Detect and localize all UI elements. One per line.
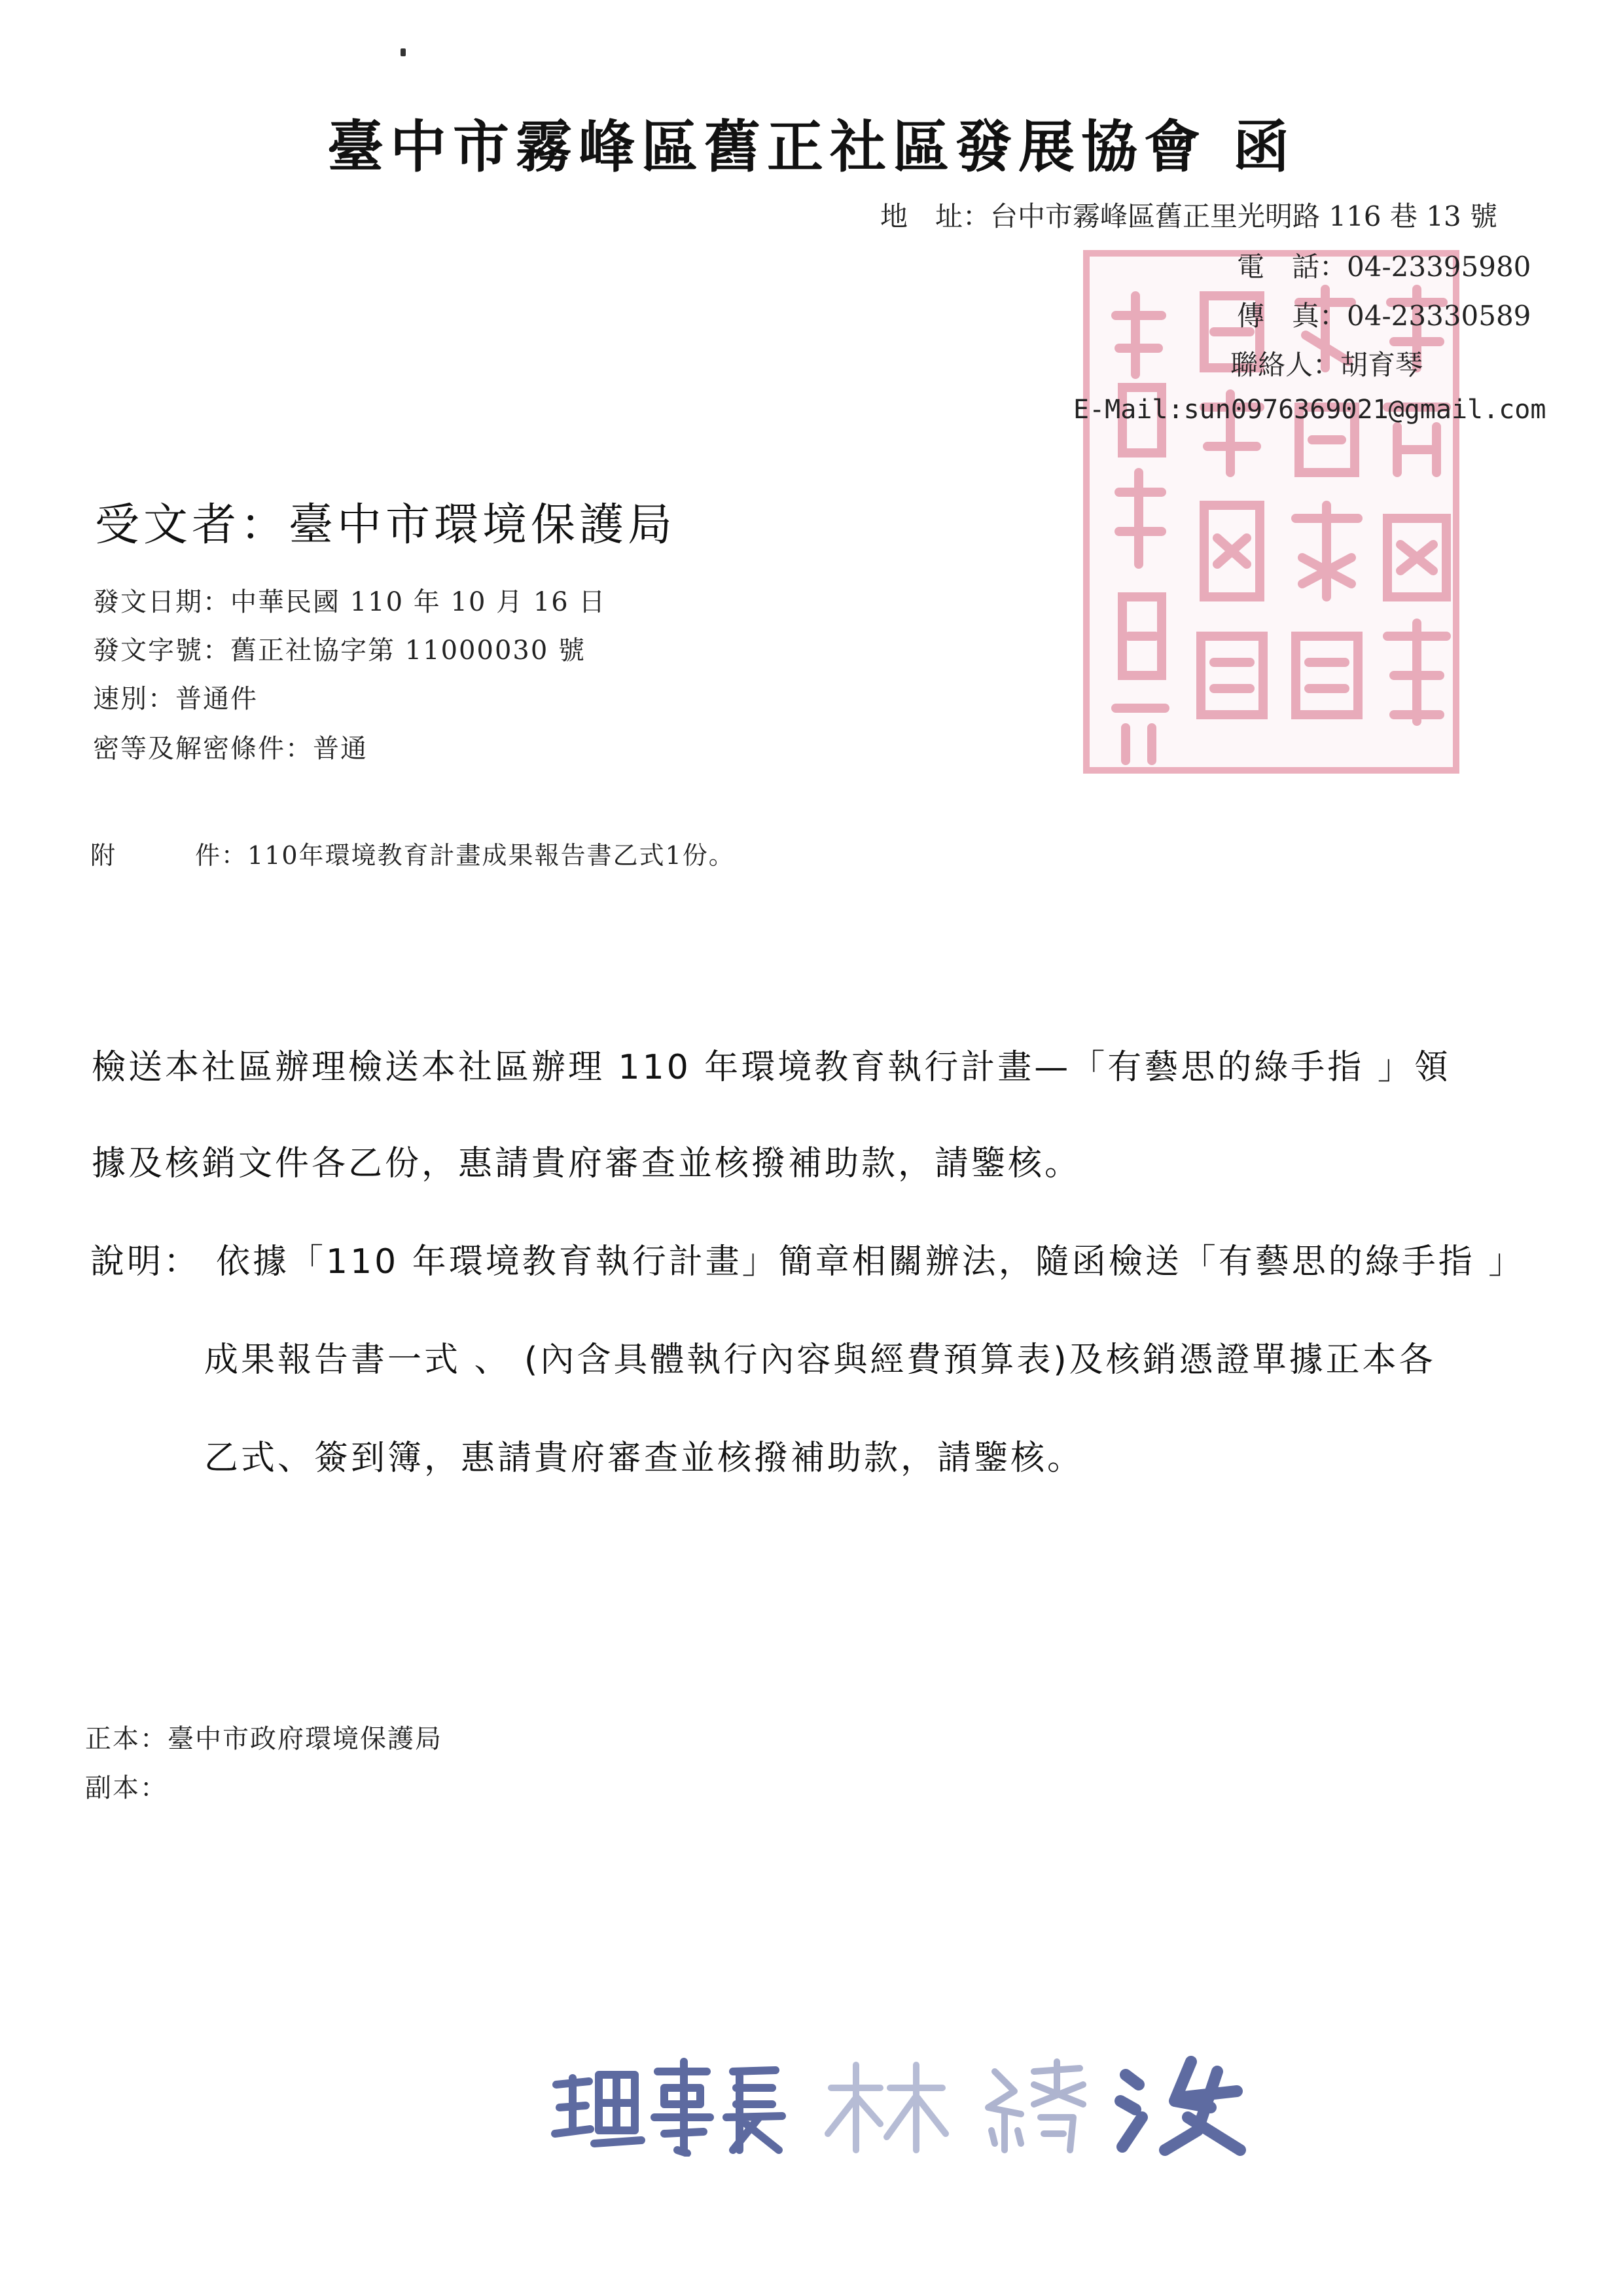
duplicate-recipient: 副本： <box>85 1773 168 1803</box>
speed-class: 速別：普通件 <box>93 684 258 714</box>
original-recipient: 正本：臺中市政府環境保護局 <box>85 1724 442 1754</box>
issue-date: 發文日期：中華民國 110 年 10 月 16 日 <box>93 587 607 617</box>
explanation-line-1: 依據「110 年環境教育執行計畫」簡章相關辦法，隨函檢送「有藝思的綠手指 」 <box>216 1242 1525 1282</box>
explanation-label: 說明： <box>90 1242 201 1282</box>
secrecy-level: 密等及解密條件：普通 <box>93 734 368 764</box>
chairman-signature <box>550 2052 1257 2157</box>
recipient: 受文者：臺中市環境保護局 <box>95 499 677 551</box>
document-title: 臺中市霧峰區舊正社區發展協會 函 <box>327 114 1296 180</box>
contact-email: E-Mail:sun0976369021@gmail.com <box>1073 395 1546 425</box>
attachment-label-suffix: 件： <box>195 841 248 870</box>
contact-fax: 傳 真：04-23330589 <box>1237 300 1531 332</box>
document-number: 發文字號：舊正社協字第 11000030 號 <box>93 636 586 666</box>
contact-phone: 電 話：04-23395980 <box>1237 251 1531 283</box>
contact-address: 地 址：台中市霧峰區舊正里光明路 116 巷 13 號 <box>880 200 1498 232</box>
explanation-line-2: 成果報告書一式 、 (內含具體執行內容與經費預算表)及核銷憑證單據正本各 <box>204 1340 1436 1380</box>
scan-speck <box>401 48 406 56</box>
attachment-label: 附 <box>90 841 117 870</box>
attachment-line <box>90 835 735 871</box>
signature-strokes <box>550 2052 1257 2157</box>
subject-line-2: 據及核銷文件各乙份，惠請貴府審查並核撥補助款，請鑒核。 <box>92 1144 1082 1183</box>
seal-glyph-strokes <box>1090 257 1466 780</box>
contact-person: 聯絡人：胡育琴 <box>1230 349 1423 381</box>
explanation-line-3: 乙式、簽到簿，惠請貴府審查並核撥補助款，請鑒核。 <box>204 1439 1084 1478</box>
subject-line-1: 檢送本社區辦理檢送本社區辦理 110 年環境教育執行計畫—「有藝思的綠手指 」領 <box>92 1048 1451 1087</box>
attachment-text: 110年環境教育計畫成果報告書乙式1份。 <box>247 841 735 870</box>
